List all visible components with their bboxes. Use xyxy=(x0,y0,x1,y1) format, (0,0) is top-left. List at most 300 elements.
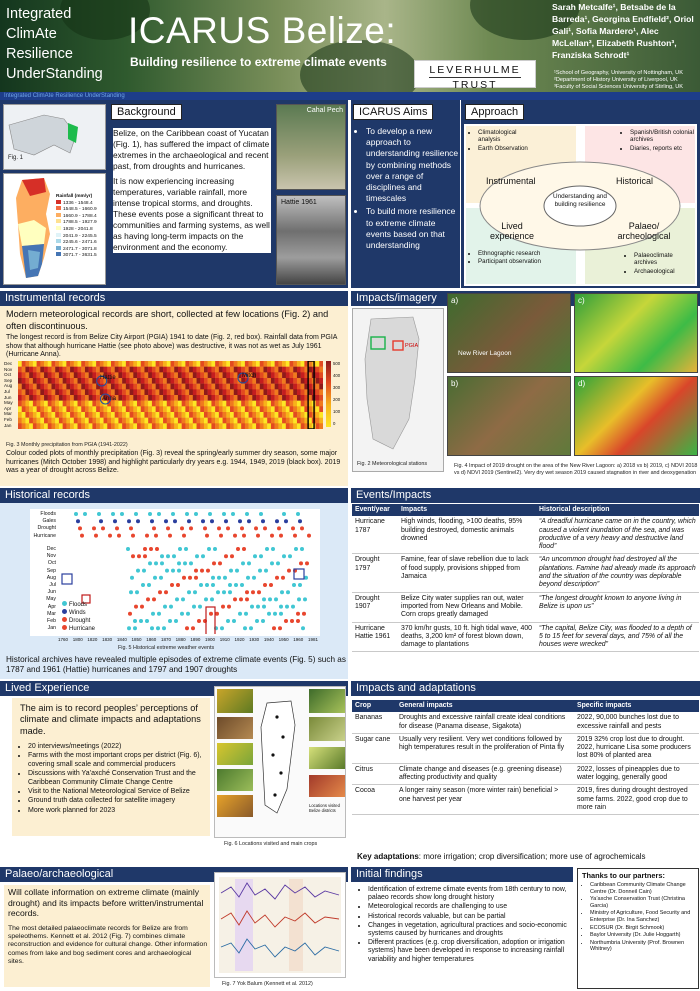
event-dot xyxy=(288,554,292,558)
heatmap-cell xyxy=(156,395,160,401)
heatmap-cell xyxy=(178,378,182,384)
heatmap-cell xyxy=(200,412,204,418)
heatmap-cell xyxy=(197,361,201,367)
legend-item xyxy=(56,213,106,220)
heatmap-cell xyxy=(152,401,156,407)
heatmap-cell xyxy=(25,367,29,373)
year-tick: 1870 xyxy=(160,637,171,642)
chart-row-label: Jun xyxy=(47,589,56,596)
anna-label: Anna xyxy=(102,396,117,402)
event-dot xyxy=(206,569,210,573)
center-label: Understanding and building resilience xyxy=(552,193,607,208)
heatmap-cell xyxy=(133,378,137,384)
heatmap-cell xyxy=(297,389,301,395)
heatmap-cell xyxy=(290,418,294,424)
heatmap-cell xyxy=(275,412,279,418)
year-tick: 1880 xyxy=(175,637,186,642)
instrumental-label: Instrumental xyxy=(486,176,536,186)
heatmap-cell xyxy=(29,384,33,390)
heatmap-cell xyxy=(25,423,29,429)
heatmap-cell xyxy=(219,372,223,378)
heatmap-cell xyxy=(37,418,41,424)
heatmap-cell xyxy=(92,378,96,384)
heatmap-cell xyxy=(126,401,130,407)
funder-name: LEVERHULME xyxy=(429,64,521,76)
chart-row-label: Sep xyxy=(46,567,56,574)
heatmap-cell xyxy=(189,372,193,378)
heatmap-cell xyxy=(55,372,59,378)
event-dot xyxy=(210,519,214,523)
heatmap-cell xyxy=(22,384,26,390)
heatmap-cell xyxy=(78,367,82,373)
heatmap-cell xyxy=(40,384,44,390)
crop-photo xyxy=(309,717,345,741)
heatmap-cell xyxy=(144,372,148,378)
heatmap-cell xyxy=(25,378,29,384)
heatmap-cell xyxy=(126,412,130,418)
event-dot xyxy=(296,512,300,516)
heatmap-cell xyxy=(223,384,227,390)
heatmap-cell xyxy=(163,418,167,424)
heatmap-cell xyxy=(141,384,145,390)
heatmap-cell xyxy=(100,384,104,390)
legend-dot xyxy=(62,617,67,622)
heatmap-cell xyxy=(51,418,55,424)
crop-photo xyxy=(217,795,253,817)
lived-item: • More work planned for 2023 xyxy=(28,807,208,815)
heatmap-cell xyxy=(100,412,104,418)
event-dot xyxy=(255,619,259,623)
partner-item: • Baylor University (Dr. Julie Hoggarth) xyxy=(590,932,696,939)
heatmap-cell xyxy=(126,361,130,367)
event-dot xyxy=(245,590,249,594)
heatmap-cell xyxy=(256,384,260,390)
adapt-cell-crop: Citrus xyxy=(352,763,396,785)
heatmap-cell xyxy=(144,384,148,390)
photo-label: Hattie 1961 xyxy=(281,199,317,206)
legend-item xyxy=(56,233,106,240)
year-tick: 1930 xyxy=(249,637,260,642)
heatmap-cell xyxy=(297,378,301,384)
heatmap-cell xyxy=(66,367,70,373)
heatmap-cell xyxy=(148,406,152,412)
heatmap-cell xyxy=(174,423,178,429)
heatmap-cell xyxy=(126,418,130,424)
heatmap-cell xyxy=(319,401,323,407)
events-row xyxy=(352,622,699,652)
heatmap-cell xyxy=(111,389,115,395)
heatmap-cell xyxy=(249,412,253,418)
heatmap-cell xyxy=(55,384,59,390)
heatmap-cell xyxy=(241,406,245,412)
heatmap-cell xyxy=(48,423,52,429)
heatmap-cell xyxy=(293,423,297,429)
event-dot xyxy=(154,534,158,538)
heatmap-cell xyxy=(215,367,219,373)
heatmap-cell xyxy=(89,361,93,367)
heatmap-cell xyxy=(81,384,85,390)
heatmap-cell xyxy=(256,378,260,384)
affiliation: ¹School of Geography, University of Nottingham, UK xyxy=(554,70,683,76)
heatmap-cell xyxy=(171,395,175,401)
event-dot xyxy=(101,526,105,530)
event-dot xyxy=(270,561,274,565)
heatmap-cell xyxy=(316,395,320,401)
legend-text: Winds xyxy=(69,610,86,616)
br-list xyxy=(622,252,696,276)
heatmap-cell xyxy=(156,412,160,418)
event-dot xyxy=(170,583,174,587)
heatmap-cell xyxy=(74,395,78,401)
events-cell-impacts: High winds, flooding, >100 deaths, 95% building destroyed, domestic animals drowned xyxy=(398,516,536,554)
event-dot xyxy=(219,534,223,538)
heatmap-cell xyxy=(245,395,249,401)
heatmap-cell xyxy=(204,423,208,429)
crop-photo xyxy=(309,747,345,769)
heatmap-cell xyxy=(301,412,305,418)
heatmap-cell xyxy=(278,401,282,407)
approach-item: • Archaeological xyxy=(634,268,696,275)
approach-diagram xyxy=(464,124,697,286)
heatmap-cell xyxy=(219,378,223,384)
heatmap-cell xyxy=(63,378,67,384)
heatmap-cell xyxy=(118,367,122,373)
heatmap-cell xyxy=(66,372,70,378)
aims-heading: ICARUS Aims xyxy=(353,104,433,120)
event-dot xyxy=(181,597,185,601)
heatmap-cell xyxy=(197,395,201,401)
funder-sub: TRUST xyxy=(452,79,498,91)
heatmap-cell xyxy=(226,372,230,378)
heatmap-cell xyxy=(18,412,22,418)
heatmap-cell xyxy=(230,361,234,367)
heatmap-cell xyxy=(282,406,286,412)
heatmap-cell xyxy=(260,367,264,373)
heatmap-cell xyxy=(241,361,245,367)
heatmap-cell xyxy=(193,372,197,378)
heatmap-cell xyxy=(226,389,230,395)
approach-item: • Earth Observation xyxy=(478,145,536,152)
event-dot xyxy=(294,547,298,551)
heatmap-cell xyxy=(111,406,115,412)
heatmap-cell xyxy=(271,412,275,418)
heatmap-cell xyxy=(66,395,70,401)
heatmap-cell xyxy=(85,389,89,395)
event-dot xyxy=(254,526,258,530)
heatmap-cell xyxy=(197,384,201,390)
heatmap-cell xyxy=(96,389,100,395)
heatmap-cell xyxy=(263,361,267,367)
legend-swatch xyxy=(56,206,61,210)
background-paragraph: Belize, on the Caribbean coast of Yucatan (Fig. 1), has suffered the impact of climate extremes in the archaeological and recent past, from droughts and hurricanes. xyxy=(113,128,270,171)
heatmap-cell xyxy=(130,361,134,367)
instrumental-paragraph-2: Colour coded plots of monthly precipitation (Fig. 3) reveal the spring/early summer dry season, some major hurricanes (Mitch October 1998) and highlight particularly dry years e.g. 1944, 1949, 2019 (black box). 2019 was a year of drought across Belize. xyxy=(6,450,341,475)
heatmap-cell xyxy=(200,401,204,407)
heatmap-cell xyxy=(89,401,93,407)
heatmap-cell xyxy=(33,423,37,429)
heatmap-cell xyxy=(59,372,63,378)
heatmap-cell xyxy=(223,389,227,395)
heatmap-cell xyxy=(278,361,282,367)
event-dot xyxy=(171,569,175,573)
legend-text: 3071.7 - 3631.5 xyxy=(63,253,97,259)
heatmap-cell xyxy=(96,412,100,418)
heatmap-cell xyxy=(200,361,204,367)
heatmap-cell xyxy=(263,378,267,384)
heatmap-cell xyxy=(89,372,93,378)
heatmap-cell xyxy=(208,406,212,412)
heatmap-cell xyxy=(118,418,122,424)
heatmap-cell xyxy=(260,361,264,367)
heatmap-cell xyxy=(249,395,253,401)
panel-label: c) xyxy=(578,296,585,305)
heatmap-cell xyxy=(301,406,305,412)
heatmap-cell xyxy=(148,361,152,367)
heatmap-cell xyxy=(44,389,48,395)
heatmap-cell xyxy=(167,372,171,378)
heatmap-cell xyxy=(37,372,41,378)
heatmap-cell xyxy=(115,384,119,390)
adapt-cell-specific: 2019 32% crop lost due to drought. 2022, hurricane Lisa some producers lost 80% of planted area xyxy=(574,733,699,763)
event-dot xyxy=(200,569,204,573)
heatmap-cell xyxy=(144,361,148,367)
heatmap-cell xyxy=(174,418,178,424)
heatmap-cell xyxy=(301,384,305,390)
adapt-col-header: Crop xyxy=(352,700,396,712)
heatmap-cell xyxy=(55,395,59,401)
heatmap-cell xyxy=(211,367,215,373)
legend-text: 2041.9 - 2245.5 xyxy=(63,233,97,239)
heatmap-cell xyxy=(319,418,323,424)
heatmap-cell xyxy=(174,389,178,395)
heatmap-cell xyxy=(316,372,320,378)
heatmap-cell xyxy=(174,401,178,407)
month-label: Nov xyxy=(4,366,13,372)
heatmap-cell xyxy=(74,361,78,367)
heatmap-cell xyxy=(18,367,22,373)
event-dot xyxy=(224,554,228,558)
event-dot xyxy=(265,547,269,551)
legend-swatch xyxy=(56,252,61,256)
heatmap-cell xyxy=(267,367,271,373)
year-tick: 1840 xyxy=(116,637,127,642)
heatmap-cell xyxy=(204,367,208,373)
heatmap-cell xyxy=(293,395,297,401)
heatmap-cell xyxy=(226,378,230,384)
heatmap-cell xyxy=(267,423,271,429)
historical-paragraph: Historical archives have revealed multiple episodes of extreme climate events (Fig. 5) such as 1787 and 1961 (Hattie) hurricanes and 1797 and 1907 droughts xyxy=(6,655,346,674)
heatmap-cell xyxy=(44,361,48,367)
heatmap-cell xyxy=(282,378,286,384)
heatmap-cell xyxy=(100,367,104,373)
heatmap-cell xyxy=(126,378,130,384)
event-dot xyxy=(217,576,221,580)
panel-a xyxy=(447,293,571,373)
legend-dot xyxy=(62,609,67,614)
rainfall-map xyxy=(3,173,106,285)
event-dot xyxy=(257,590,261,594)
event-dot xyxy=(173,519,177,523)
heatmap-cell xyxy=(211,418,215,424)
project-strip: Integrated ClimAte Resilience UnderStanding xyxy=(0,92,700,100)
event-dot xyxy=(296,619,300,623)
heatmap-cell xyxy=(293,361,297,367)
heatmap-cell xyxy=(55,378,59,384)
heatmap-cell xyxy=(245,389,249,395)
event-dot xyxy=(127,626,131,630)
highlight-box xyxy=(62,574,72,584)
heatmap-cell xyxy=(230,389,234,395)
event-dot xyxy=(139,619,143,623)
heatmap-cell xyxy=(81,389,85,395)
lived-item: • Visit to the National Meteorological Service of Belize xyxy=(28,788,208,796)
heatmap-cell xyxy=(133,412,137,418)
event-dot xyxy=(178,547,182,551)
findings-heading: Initial findings xyxy=(351,867,573,882)
heatmap-cell xyxy=(252,395,256,401)
event-dot xyxy=(291,605,295,609)
heatmap-cell xyxy=(44,412,48,418)
heatmap-cell xyxy=(18,423,22,429)
heatmap-cell xyxy=(133,406,137,412)
heatmap-cell xyxy=(174,361,178,367)
heatmap-cell xyxy=(37,406,41,412)
approach-item: • Ethnographic research xyxy=(478,250,546,257)
heatmap-cell xyxy=(22,406,26,412)
event-dot xyxy=(142,569,146,573)
scale-label: 500 xyxy=(333,361,341,366)
heatmap-cell xyxy=(230,401,234,407)
heatmap-cell xyxy=(316,406,320,412)
heatmap-cell xyxy=(141,389,145,395)
heatmap-cell xyxy=(167,395,171,401)
lived-item: • Farms with the most important crops per district (Fig. 6), covering small scale and commercial producers xyxy=(28,752,208,769)
author-list: Sarah Metcalfe¹, Betsabe de la Barreda¹, Georgina Endfield², Oriol Gali¹, Sofia Mardero¹, Alec McLellan³, Elizabeth Rushton³, Franziska Schrodt¹ xyxy=(552,2,694,60)
heatmap-cell xyxy=(59,367,63,373)
event-dot xyxy=(180,612,184,616)
heatmap-cell xyxy=(81,401,85,407)
heatmap-cell xyxy=(301,367,305,373)
heatmap-cell xyxy=(241,389,245,395)
event-dot xyxy=(238,519,242,523)
heatmap-cell xyxy=(100,418,104,424)
heatmap-cell xyxy=(237,401,241,407)
legend-text: 1660.9 - 1788.4 xyxy=(63,213,97,219)
event-dot xyxy=(154,561,158,565)
heatmap-cell xyxy=(130,423,134,429)
heatmap-cell xyxy=(211,372,215,378)
heatmap-cell xyxy=(126,406,130,412)
heatmap-cell xyxy=(286,384,290,390)
heatmap-cell xyxy=(48,378,52,384)
heatmap-cell xyxy=(37,389,41,395)
event-dot xyxy=(300,547,304,551)
event-dot xyxy=(302,612,306,616)
event-dot xyxy=(160,554,164,558)
background-text xyxy=(113,128,271,253)
heatmap-cell xyxy=(182,423,186,429)
heatmap-cell xyxy=(174,406,178,412)
heatmap-cell xyxy=(66,406,70,412)
heatmap-cell xyxy=(267,361,271,367)
heatmap-cell xyxy=(144,395,148,401)
heatmap-cell xyxy=(263,395,267,401)
heatmap-cell xyxy=(78,372,82,378)
heatmap-cell xyxy=(249,361,253,367)
adapt-col-header: Specific impacts xyxy=(574,700,699,712)
heatmap-cell xyxy=(237,389,241,395)
heatmap-cell xyxy=(156,418,160,424)
heatmap-cell xyxy=(107,423,111,429)
heatmap-cell xyxy=(74,418,78,424)
heatmap-cell xyxy=(25,395,29,401)
year-tick: 1850 xyxy=(131,637,142,642)
year-tick: 1910 xyxy=(219,637,230,642)
heatmap-cell xyxy=(25,406,29,412)
heatmap-cell xyxy=(96,401,100,407)
event-dot xyxy=(158,590,162,594)
heatmap-cell xyxy=(100,406,104,412)
heatmap-cell xyxy=(156,361,160,367)
brand-line: UnderStanding xyxy=(6,66,103,82)
heatmap-cell xyxy=(171,361,175,367)
heatmap-cell xyxy=(282,361,286,367)
heatmap-cell xyxy=(115,361,119,367)
heatmap-cell xyxy=(182,361,186,367)
heatmap-cell xyxy=(252,384,256,390)
heatmap-cell xyxy=(167,412,171,418)
heatmap-cell xyxy=(249,401,253,407)
heatmap-cell xyxy=(278,395,282,401)
heatmap-cell xyxy=(59,418,63,424)
event-dot xyxy=(212,561,216,565)
heatmap-cell xyxy=(33,395,37,401)
heatmap-cell xyxy=(25,389,29,395)
partner-item: • Ya’axche Conservation Trust (Christina Garcia) xyxy=(590,896,696,909)
heatmap-cell xyxy=(85,367,89,373)
heatmap-cell xyxy=(37,378,41,384)
heatmap-cell xyxy=(260,378,264,384)
heatmap-cell xyxy=(189,384,193,390)
heatmap-cell xyxy=(137,367,141,373)
heatmap-cell xyxy=(267,401,271,407)
heatmap-cell xyxy=(174,378,178,384)
event-dot xyxy=(188,576,192,580)
historical-chart-svg xyxy=(58,509,318,634)
event-dot xyxy=(164,590,168,594)
palaeo-paragraph: The most detailed palaeoclimate records for Belize are from speleothems. Kennett et al. 2012 (Fig. 7) combines climate reconstruction and evidence for cultural change. Other information comes from lake and bog sediment cores and archaeological sites. xyxy=(8,925,208,965)
heatmap-cell xyxy=(178,384,182,390)
event-dot xyxy=(152,526,156,530)
heatmap-cell xyxy=(293,367,297,373)
heatmap-cell xyxy=(316,367,320,373)
heatmap-cell xyxy=(208,372,212,378)
chart-row-label: Gales xyxy=(42,518,56,525)
heatmap-cell xyxy=(59,406,63,412)
visited-location xyxy=(281,735,284,738)
heatmap-cell xyxy=(293,401,297,407)
heatmap-cell xyxy=(51,423,55,429)
event-dot xyxy=(231,512,235,516)
heatmap-cell xyxy=(70,389,74,395)
month-label: Mar xyxy=(4,411,12,417)
heatmap-cell xyxy=(252,418,256,424)
heatmap-cell xyxy=(219,367,223,373)
heatmap-cell xyxy=(163,412,167,418)
heatmap-cell xyxy=(89,423,93,429)
event-dot xyxy=(285,605,289,609)
heatmap-cell xyxy=(89,406,93,412)
